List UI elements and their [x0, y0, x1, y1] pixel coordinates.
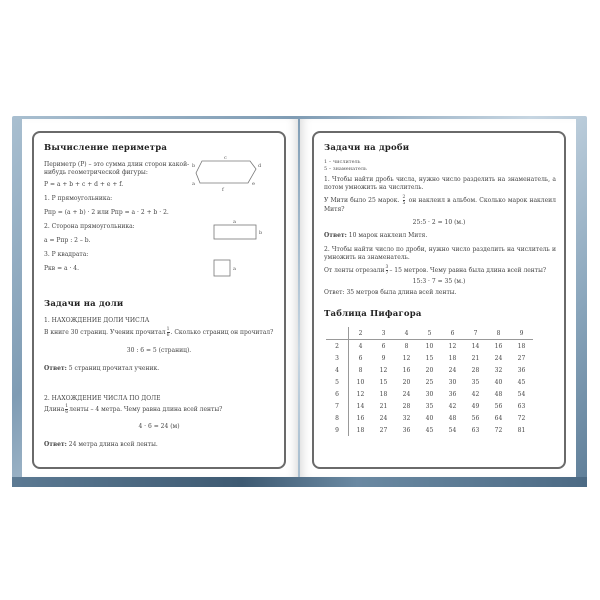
label-c: c: [224, 155, 227, 161]
table-cell: 45: [425, 426, 434, 434]
table-cell: 16: [356, 414, 365, 422]
table-header-cell: 8: [487, 327, 510, 340]
table-row: [326, 400, 533, 412]
task2-solution: 4 · 6 = 24 (м): [138, 423, 180, 430]
table-cell: 35: [425, 402, 434, 410]
table-cell: 12: [448, 342, 457, 350]
table-cell: 81: [517, 426, 526, 434]
task2-text-a: От ленты отрезали: [324, 267, 385, 274]
frac-den: 6: [166, 333, 170, 338]
answer-label: Ответ:: [44, 365, 67, 372]
table-row: [326, 388, 533, 400]
pythagoras-table: [326, 327, 533, 436]
table-cell: 10: [425, 342, 434, 350]
table-cell: 14: [356, 402, 365, 410]
table-cell: 63: [517, 402, 526, 410]
table-cell: 30: [448, 378, 457, 386]
right-page: [300, 119, 576, 477]
table-cell: 36: [402, 426, 411, 434]
table-cell: 24: [494, 354, 503, 362]
table-cell: 54: [448, 426, 457, 434]
perimeter-formula: P = a + b + c + d + e + f.: [44, 181, 124, 188]
rect-heading: 1. Р прямоугольника:: [44, 195, 113, 202]
table-cell: 15: [425, 354, 434, 362]
rect-label-a: a: [233, 219, 236, 225]
rect-label-b: b: [259, 230, 263, 236]
row-header-cell: 7: [326, 400, 349, 412]
fraction-tasks-title: Задачи на дроби: [324, 143, 410, 153]
frac-num: 1: [166, 327, 170, 332]
row-header-cell: 9: [326, 424, 349, 436]
task1-text-a: В книге 30 страниц. Ученик прочитал: [44, 329, 166, 336]
table-cell: 56: [471, 414, 480, 422]
table-header-cell: 2: [349, 327, 373, 340]
answer-label: Ответ:: [44, 441, 67, 448]
task2-text-a: Длина: [44, 406, 65, 413]
square-formula: Pкв = a · 4.: [44, 265, 80, 272]
table-cell: 48: [494, 390, 503, 398]
table-cell: 42: [471, 390, 480, 398]
perimeter-definition: Периметр (Р) – это сумма длин сторон какой-нибудь геометрической фигуры:: [44, 161, 190, 176]
table-cell: 36: [517, 366, 526, 374]
table-cell: 36: [448, 390, 457, 398]
label-a: a: [192, 181, 195, 187]
denominator-note: 5 – знаменатель: [324, 166, 367, 172]
table-row: [326, 412, 533, 424]
frac-den: 7: [385, 271, 389, 276]
rule2: 2. Чтобы найти число по дроби, нужно число разделить на числитель и умножить на знаменатель.: [324, 246, 556, 261]
side-heading: 2. Сторона прямоугольника:: [44, 223, 135, 230]
square-label-a: a: [233, 266, 236, 272]
table-cell: 16: [494, 342, 503, 350]
label-e: e: [252, 181, 255, 187]
task1-text-b: он наклеил в альбом. Сколько марок наклеил Митя?: [324, 197, 556, 213]
row-header-cell: 4: [326, 364, 349, 376]
task1-fraction: [403, 195, 406, 206]
pythagoras-title: Таблица Пифагора: [324, 309, 422, 319]
task2-solution: 15:3 · 7 = 35 (м.): [412, 278, 466, 285]
table-cell: 56: [494, 402, 503, 410]
task2-text: [324, 265, 546, 276]
table-cell: 24: [448, 366, 457, 374]
task1-text: [324, 195, 556, 214]
label-f: f: [222, 187, 224, 193]
task2-answer: [324, 289, 457, 297]
table-cell: 42: [448, 402, 457, 410]
rule1: 1. Чтобы найти дробь числа, нужно число разделить на знаменатель, а потом умножить на числитель.: [324, 176, 556, 191]
table-cell: 48: [448, 414, 457, 422]
task1-answer: [324, 232, 427, 240]
task1-solution: 25:5 · 2 = 10 (м.): [412, 219, 466, 226]
table-header-row: [326, 327, 533, 340]
task1-solution: 30 : 6 = 5 (страниц).: [126, 347, 192, 354]
table-cell: 20: [402, 378, 411, 386]
square-figure: [214, 260, 230, 276]
table-header-cell: 5: [418, 327, 441, 340]
answer-label: Ответ:: [324, 232, 347, 239]
table-header-cell: 7: [464, 327, 487, 340]
numerator-note: 1 – числитель: [324, 159, 361, 165]
table-row: [326, 364, 533, 376]
task2-text: [44, 404, 222, 415]
task1-heading: 1. НАХОЖДЕНИЕ ДОЛИ ЧИСЛА: [44, 317, 150, 324]
answer-text: 10 марок наклеил Митя.: [348, 232, 428, 239]
table-row: [326, 340, 533, 353]
row-header-cell: 8: [326, 412, 349, 424]
task2-heading: 2. НАХОЖДЕНИЕ ЧИСЛА ПО ДОЛЕ: [44, 395, 161, 402]
task1-text-b: . Сколько страниц он прочитал?: [170, 329, 274, 336]
table-cell: 12: [379, 366, 388, 374]
hexagon-figure: [196, 161, 256, 183]
table-row: [326, 352, 533, 364]
table-cell: 12: [402, 354, 411, 362]
rectangle-figure: [214, 225, 256, 239]
label-d: d: [258, 163, 262, 169]
table-cell: 10: [356, 378, 365, 386]
table-cell: 28: [471, 366, 480, 374]
table-cell: 18: [517, 342, 526, 350]
answer-label: Ответ:: [324, 289, 345, 296]
table-cell: 9: [381, 354, 386, 362]
table-cell: 18: [379, 390, 388, 398]
table-cell: 18: [448, 354, 457, 362]
table-cell: 18: [356, 426, 365, 434]
answer-text: 35 метров была длина всей ленты.: [346, 289, 457, 296]
row-header-cell: 5: [326, 376, 349, 388]
table-cell: 28: [402, 402, 411, 410]
table-cell: 45: [517, 378, 526, 386]
task1-text-a: У Мити было 25 марок.: [324, 197, 400, 204]
square-heading: 3. Р квадрата:: [44, 251, 89, 258]
frac-num: 3: [385, 265, 389, 270]
answer-text: 5 страниц прочитал ученик.: [68, 365, 160, 372]
frac-den: 6: [65, 410, 69, 415]
row-header-cell: 6: [326, 388, 349, 400]
table-cell: 14: [471, 342, 480, 350]
table-row: [326, 424, 533, 436]
table-cell: 24: [379, 414, 388, 422]
task2-answer: [44, 441, 158, 449]
table-cell: 6: [381, 342, 386, 350]
table-cell: 8: [358, 366, 363, 374]
task2-text-b: – 15 метров. Чему равна была длина всей ленты?: [389, 267, 547, 274]
table-cell: 72: [494, 426, 503, 434]
table-cell: 64: [494, 414, 503, 422]
table-cell: 27: [379, 426, 388, 434]
table-cell: 40: [494, 378, 503, 386]
frac-num: 2: [402, 195, 406, 200]
table-cell: 4: [358, 342, 363, 350]
table-cell: 30: [425, 390, 434, 398]
table-cell: 8: [404, 342, 409, 350]
task1-answer: [44, 365, 159, 373]
task2-fraction: [386, 265, 389, 276]
table-cell: 35: [471, 378, 480, 386]
table-cell: 6: [358, 354, 363, 362]
row-header-cell: 2: [326, 340, 349, 353]
table-cell: 32: [402, 414, 411, 422]
table-row: [326, 376, 533, 388]
label-b: b: [192, 163, 196, 169]
table-cell: 16: [402, 366, 411, 374]
row-header-cell: 3: [326, 352, 349, 364]
geometry-figures: [184, 153, 274, 283]
table-cell: 63: [471, 426, 480, 434]
task2-fraction: [65, 404, 68, 415]
left-page-frame: [32, 131, 286, 469]
fractions-of-title: Задачи на доли: [44, 299, 124, 309]
table-cell: 25: [425, 378, 434, 386]
table-header-cell: 9: [510, 327, 533, 340]
table-cell: 49: [471, 402, 480, 410]
table-cell: 32: [494, 366, 503, 374]
table-cell: 27: [517, 354, 526, 362]
table-cell: 20: [425, 366, 434, 374]
table-header-cell: 3: [372, 327, 395, 340]
table-cell: 54: [517, 390, 526, 398]
table-cell: 40: [425, 414, 434, 422]
task1-fraction: [167, 327, 170, 338]
table-cell: 12: [356, 390, 365, 398]
table-header-cell: 6: [441, 327, 464, 340]
frac-den: 5: [402, 201, 406, 206]
table-cell: 72: [517, 414, 526, 422]
table-header-cell: [326, 327, 349, 340]
answer-text: 24 метра длина всей ленты.: [68, 441, 158, 448]
task2-text-b: ленты – 4 метра. Чему равна длина всей ленты?: [69, 406, 223, 413]
rect-formula: Pпр = (a + b) · 2 или Pпр = a · 2 + b · 2.: [44, 209, 169, 216]
table-cell: 21: [471, 354, 480, 362]
frac-num: 1: [65, 404, 69, 409]
task1-text: [44, 327, 284, 338]
table-header-cell: 4: [395, 327, 418, 340]
right-page-frame: [312, 131, 566, 469]
left-page: [22, 119, 298, 477]
side-formula: a = Pпр : 2 – b.: [44, 237, 91, 244]
table-cell: 15: [379, 378, 388, 386]
table-cell: 24: [402, 390, 411, 398]
perimeter-title: Вычисление периметра: [44, 143, 168, 153]
table-cell: 21: [379, 402, 388, 410]
